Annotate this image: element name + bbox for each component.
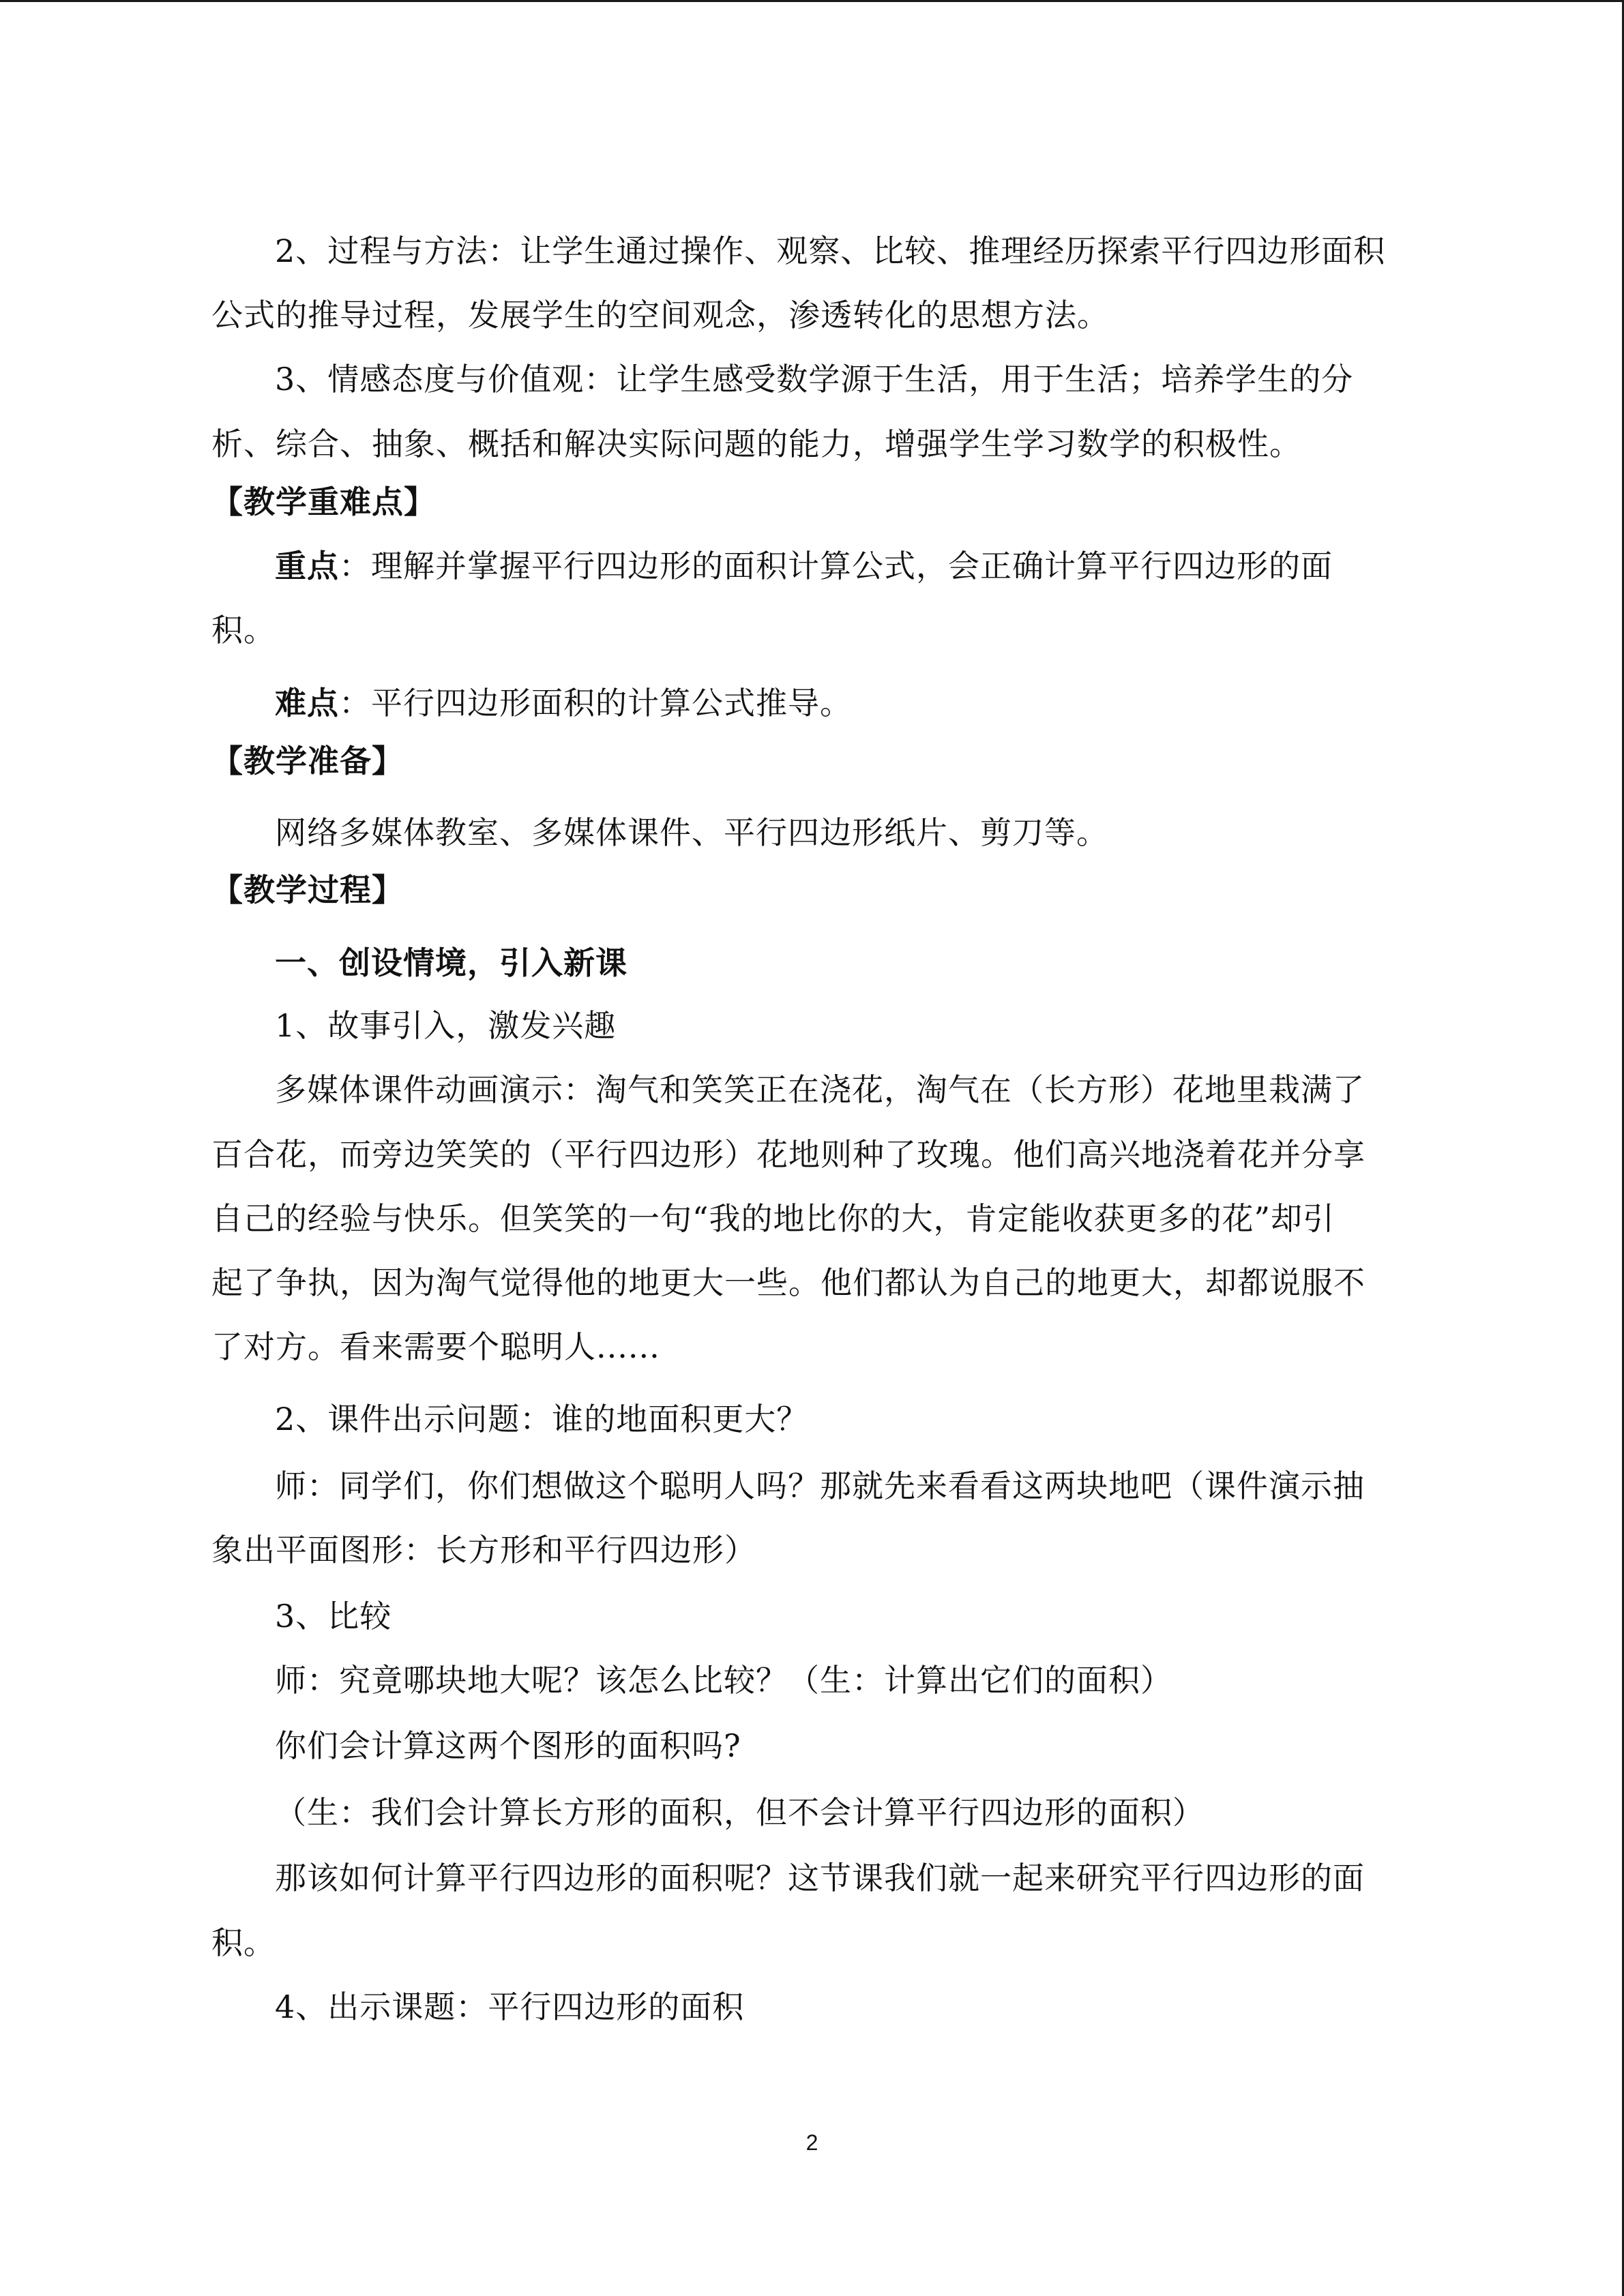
teacher1-line1: 师：同学们，你们想做这个聪明人吗？那就先来看看这两块地吧（课件演示抽 — [275, 1467, 1365, 1504]
page-number: 2 — [806, 2130, 818, 2155]
step3: 3、比较 — [275, 1598, 392, 1635]
story-line2: 百合花，而旁边笑笑的（平行四边形）花地则种了玫瑰。他们高兴地浇着花并分享 — [211, 1136, 1365, 1173]
student-answer: （生：我们会计算长方形的面积，但不会计算平行四边形的面积） — [275, 1794, 1205, 1831]
teacher1-line2: 象出平面图形：长方形和平行四边形） — [211, 1532, 756, 1568]
focus-line2: 积。 — [211, 612, 276, 648]
story-line1: 多媒体课件动画演示：淘气和笑笑正在浇花，淘气在（长方形）花地里栽满了 — [275, 1071, 1365, 1108]
focus-label: 重点 — [275, 548, 339, 584]
step2: 2、课件出示问题：谁的地面积更大？ — [275, 1401, 809, 1437]
difficulty-text: ：平行四边形面积的计算公式推导。 — [339, 685, 852, 721]
key-points-heading: 【教学重难点】 — [211, 483, 436, 520]
process-heading: 【教学过程】 — [211, 871, 404, 908]
difficulty-line — [275, 683, 852, 724]
story-line3: 自己的经验与快乐。但笑笑的一句“我的地比你的大，肯定能收获更多的花”却引 — [211, 1200, 1335, 1237]
objective-emotion-line2: 析、综合、抽象、概括和解决实际问题的能力，增强学生学习数学的积极性。 — [211, 426, 1301, 462]
focus-text: ：理解并掌握平行四边形的面积计算公式，会正确计算平行四边形的面 — [339, 548, 1333, 584]
transition-line1: 那该如何计算平行四边形的面积呢？这节课我们就一起来研究平行四边形的面 — [275, 1860, 1365, 1896]
objective-process-line1: 2、过程与方法：让学生通过操作、观察、比较、推理经历探索平行四边形面积 — [275, 233, 1386, 269]
section1-title: 一、创设情境，引入新课 — [275, 944, 628, 981]
objective-emotion-line1: 3、情感态度与价值观：让学生感受数学源于生活，用于生活；培养学生的分 — [275, 361, 1354, 398]
preparation-heading: 【教学准备】 — [211, 743, 404, 779]
preparation-text: 网络多媒体教室、多媒体课件、平行四边形纸片、剪刀等。 — [275, 814, 1108, 851]
story-line4: 起了争执，因为淘气觉得他的地更大一些。他们都认为自己的地更大，却都说服不 — [211, 1264, 1365, 1301]
teacher2: 师：究竟哪块地大呢？该怎么比较？（生：计算出它们的面积） — [275, 1662, 1172, 1699]
focus-line1 — [275, 546, 1333, 586]
transition-line2: 积。 — [211, 1924, 276, 1961]
objective-process-line2: 公式的推导过程，发展学生的空间观念，渗透转化的思想方法。 — [211, 297, 1109, 333]
step4: 4、出示课题：平行四边形的面积 — [275, 1988, 745, 2025]
step1: 1、故事引入，激发兴趣 — [275, 1007, 617, 1044]
story-line5: 了对方。看来需要个聪明人...... — [211, 1328, 660, 1365]
difficulty-label: 难点 — [275, 685, 339, 721]
question: 你们会计算这两个图形的面积吗? — [275, 1727, 741, 1764]
top-border-rule — [0, 0, 1624, 2]
